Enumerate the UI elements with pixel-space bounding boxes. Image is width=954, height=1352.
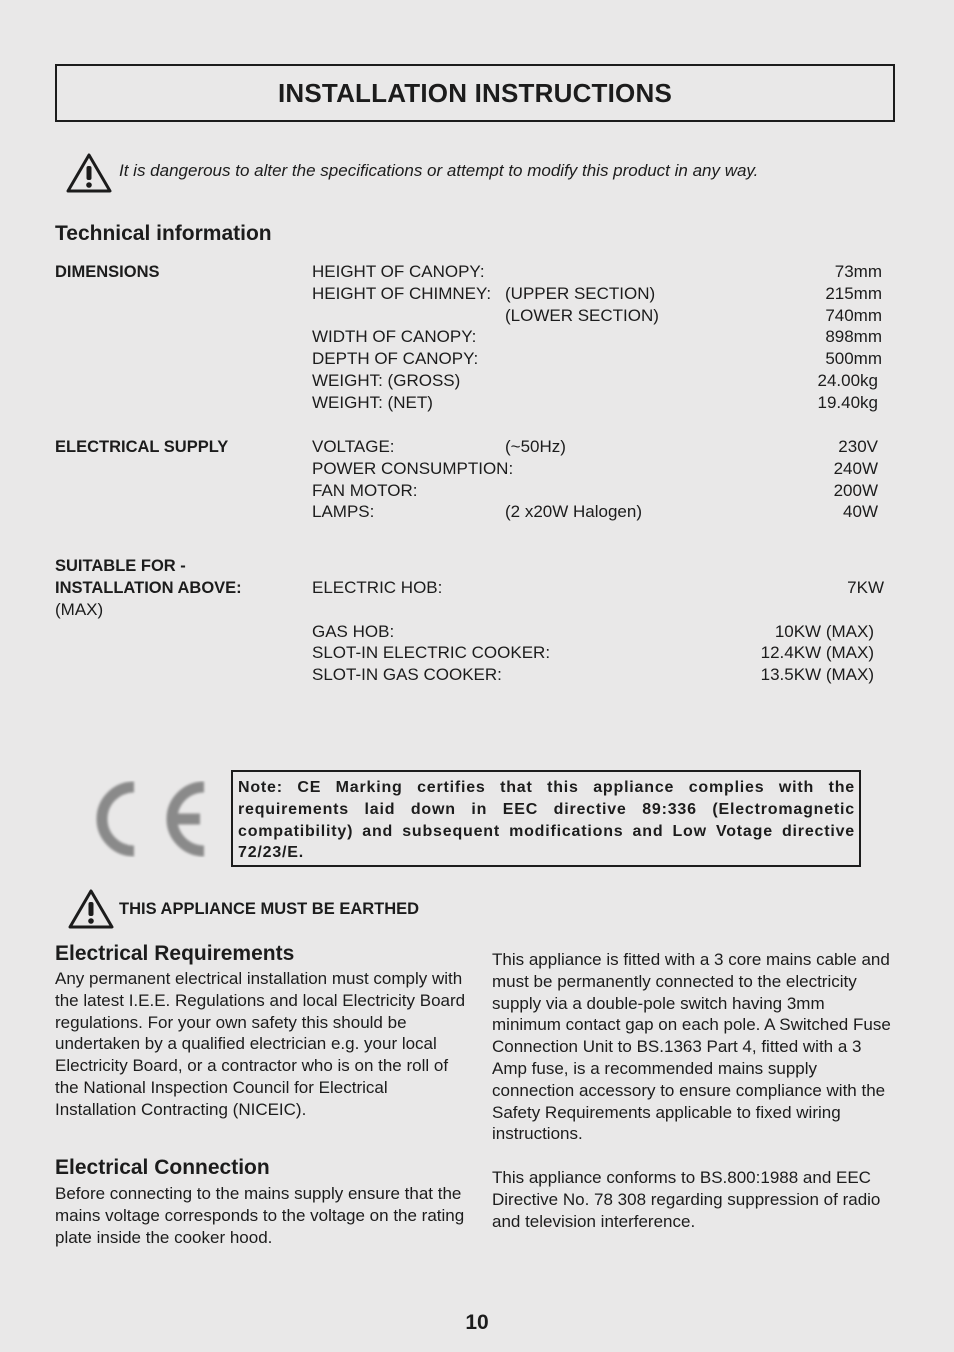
spec-detail: (UPPER SECTION) <box>505 283 656 303</box>
page-title: INSTALLATION INSTRUCTIONS <box>277 77 672 108</box>
warning-triangle-icon <box>66 153 112 193</box>
spec-value: 215mm <box>825 283 882 303</box>
spec-name: HEIGHT OF CANOPY: <box>312 262 485 281</box>
spec-value: 13.5KW (MAX) <box>760 665 874 684</box>
elec-conn-heading: Electrical Connection <box>55 1156 270 1179</box>
dimensions-table <box>312 262 882 415</box>
right-para-2: This appliance conforms to BS.800:1988 and EEC Directive No. 78 308 regarding suppression of radio and television interference. <box>492 1168 881 1231</box>
spec-row <box>312 502 878 524</box>
spec-name: DEPTH OF CANOPY: <box>312 349 479 369</box>
spec-name: HEIGHT OF CHIMNEY: <box>312 283 492 303</box>
spec-row <box>312 349 882 371</box>
spec-name: LAMPS: <box>312 502 375 522</box>
warning-text: It is dangerous to alter the specifications or attempt to modify this product in any way. <box>119 161 759 180</box>
spec-name: VOLTAGE: <box>312 437 395 456</box>
elec-req-heading: Electrical Requirements <box>55 942 295 965</box>
spec-name: SLOT-IN ELECTRIC COOKER: <box>312 643 551 662</box>
electrical-table <box>312 437 878 524</box>
spec-value: 7KW <box>847 578 884 597</box>
spec-row <box>312 481 878 503</box>
spec-detail: (2 x20W Halogen) <box>505 502 643 522</box>
suitable-label-3: (MAX) <box>55 600 104 619</box>
spec-row <box>312 371 882 393</box>
spec-name: GAS HOB: <box>312 622 395 641</box>
spec-value: 200W <box>833 480 878 500</box>
spec-value: 19.40kg <box>817 392 878 412</box>
spec-name: WIDTH OF CANOPY: <box>312 327 477 347</box>
spec-value: 230V <box>838 437 878 456</box>
ce-mark-logo <box>78 773 214 865</box>
elec-conn-text: Before connecting to the mains supply ensure that the mains voltage corresponds to the voltage on the rating plate inside the cooker hood. <box>55 1184 465 1247</box>
spec-value: 898mm <box>825 327 882 347</box>
spec-row <box>312 327 882 349</box>
ce-note-box <box>231 770 861 867</box>
spec-name: WEIGHT: (NET) <box>312 392 433 412</box>
spec-value: 73mm <box>834 262 882 281</box>
earth-warning-text: THIS APPLIANCE MUST BE EARTHED <box>119 900 420 918</box>
spec-value: 500mm <box>825 349 882 369</box>
spec-value: 240W <box>833 458 878 478</box>
suitable-label-2: INSTALLATION ABOVE: <box>55 579 242 597</box>
dimensions-label: DIMENSIONS <box>55 263 160 281</box>
title-box <box>55 64 895 122</box>
spec-value: 740mm <box>825 305 882 325</box>
spec-row <box>312 284 882 306</box>
spec-name: SLOT-IN GAS COOKER: <box>312 665 502 684</box>
tech-heading: Technical information <box>55 222 272 245</box>
spec-row <box>312 459 878 481</box>
warning-triangle-icon <box>68 889 114 929</box>
spec-name: ELECTRIC HOB: <box>312 578 443 597</box>
suitable-label-1: SUITABLE FOR - <box>55 557 186 575</box>
ce-note-text: Note: CE Marking certifies that this appliance complies with the requirements laid down in EEC directive 89:336 (Electromagnetic compatibility) and subsequent modifications and Low Votage directive 72/23/E. <box>238 779 855 862</box>
spec-name: FAN MOTOR: <box>312 480 418 500</box>
elec-req-text: Any permanent electrical installation must comply with the latest I.E.E. Regulations and local Electricity Board regulations. For your own safety this should be undertaken by a qualified electrician e.g. your local Electricity Board, or a contractor who is on the roll of the National Inspection Council for Electrical Installation Contracting (NICEIC). <box>55 969 466 1119</box>
spec-name: POWER CONSUMPTION: <box>312 458 514 478</box>
spec-value: 40W <box>843 502 878 522</box>
right-para-1: This appliance is fitted with a 3 core mains cable and must be permanently connected to the electricity supply via a double-pole switch having 3mm minimum contact gap on each pole. A Switched Fuse Connection Unit to BS.1363 Part 4, fitted with a 3 Amp fuse, is a recommended mains supply connection accessory to ensure compliance with the Safety Requirements applicable to fixed wiring instructions. <box>492 950 891 1144</box>
spec-name: WEIGHT: (GROSS) <box>312 370 461 390</box>
spec-detail: (~50Hz) <box>505 437 566 456</box>
page-number: 10 <box>465 1311 489 1334</box>
spec-value: 10KW (MAX) <box>774 622 874 641</box>
spec-row <box>312 437 878 459</box>
spec-value: 24.00kg <box>817 370 878 390</box>
electrical-supply-label: ELECTRICAL SUPPLY <box>55 438 229 456</box>
spec-detail: (LOWER SECTION) <box>505 305 659 325</box>
spec-row <box>312 262 882 284</box>
spec-row <box>312 306 882 328</box>
spec-row <box>312 393 882 415</box>
spec-value: 12.4KW (MAX) <box>760 643 874 662</box>
